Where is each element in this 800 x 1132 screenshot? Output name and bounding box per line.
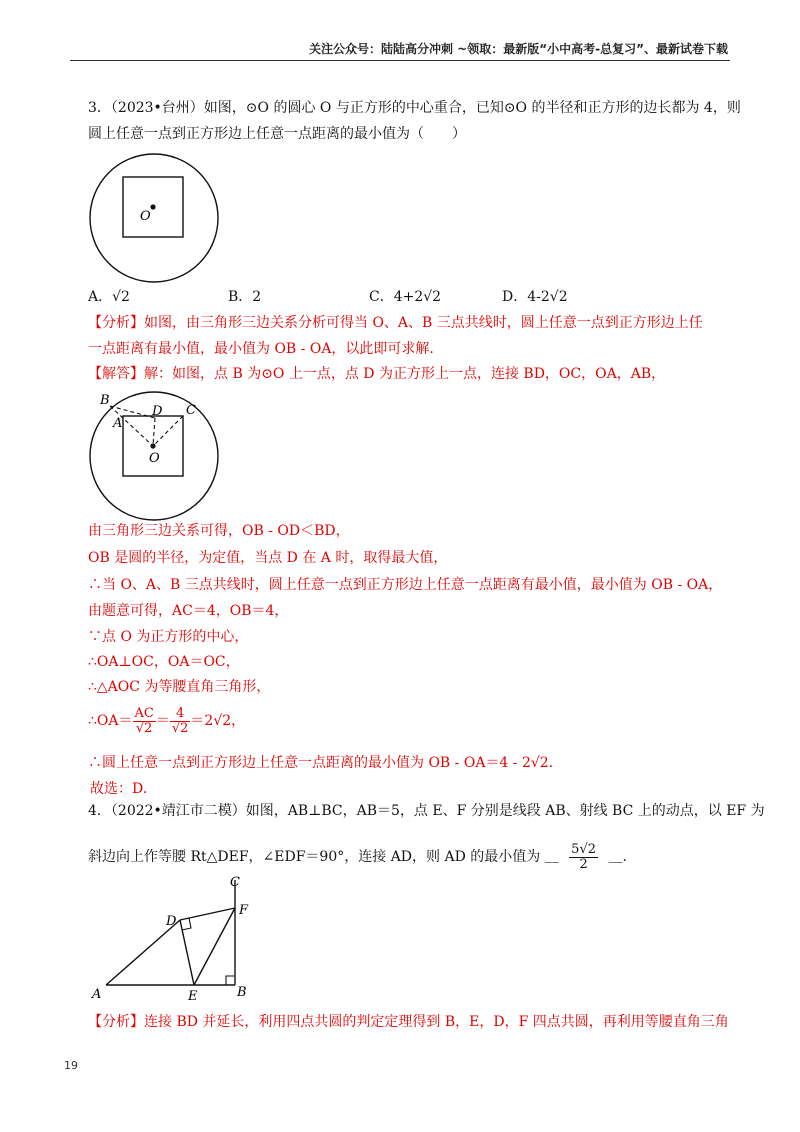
q3-solution-step3: ∴当 O、A、B 三点共线时，圆上任意一点到正方形边上任意一点距离有最小值，最小值为 OB - OA， <box>88 577 723 593</box>
fig1-label-o: O <box>140 209 151 224</box>
q3-solution-head: 【解答】解：如图，点 B 为⊙O 上一点，点 D 为正方形上一点，连接 BD，OC，OA，AB， <box>88 366 666 382</box>
option-c: C．4+2√2 <box>369 289 442 305</box>
q3-solution-step4: 由题意可得，AC＝4，OB＝4， <box>88 603 289 619</box>
q3-solution-step8: ∴OA＝ $\frac{AC}{√2}$ ＝ $\frac{4}{√2}$ ＝2√2， <box>88 705 246 736</box>
q3-solution-step1: 由三角形三边关系可得，OB - OD＜BD， <box>88 523 350 539</box>
fig3-label-b: B <box>237 985 247 1000</box>
fig3-label-f: F <box>239 903 249 918</box>
fig3-label-e: E <box>188 989 198 1004</box>
page-number: 19 <box>64 1059 78 1072</box>
fig2-label-a: A <box>113 416 123 431</box>
q3-analysis-line1: 【分析】如图，由三角形三边关系分析可得当 O、A、B 三点共线时，圆上任意一点到正方形边上任 <box>88 315 703 331</box>
header-divider <box>70 60 730 61</box>
q3-line2: 圆上任意一点到正方形边上任意一点距离的最小值为（ ） <box>88 126 466 142</box>
fig2-label-d: D <box>152 404 163 419</box>
q4-answer-fraction: $\frac{5√2}{2}$ <box>571 841 596 872</box>
fig3-label-d: D <box>166 914 177 929</box>
q3-solution-step6: ∴OA⊥OC，OA＝OC， <box>88 654 240 670</box>
q3-solution-step7: ∴△AOC 为等腰直角三角形， <box>88 679 271 695</box>
fig2-label-b: B <box>100 393 110 408</box>
q3-analysis-line2: 一点距离有最小值，最小值为 OB - OA，以此即可求解. <box>88 341 434 357</box>
fig3-label-a: A <box>92 987 102 1002</box>
q3-solution-step5: ∵点 O 为正方形的中心， <box>88 629 249 645</box>
q3-figure-solution <box>86 388 222 524</box>
q4-analysis: 【分析】连接 BD 并延长，利用四点共圆的判定定理得到 B，E，D，F 四点共圆，再利用等腰直角三角 <box>88 1014 729 1030</box>
q3-line1: 3．（2023•台州）如图，⊙O 的圆心 O 与正方形的中心重合，已知⊙O 的半径和正方形的边长都为 4，则 <box>88 100 741 116</box>
fig2-label-c: C <box>186 403 196 418</box>
q4-line2: 斜边向上作等腰 Rt△DEF，∠EDF＝90°，连接 AD，则 AD 的最小值为 ＿ $\frac{5√2}{2}$ ＿. <box>88 841 627 872</box>
q4-line1: 4．（2022•靖江市二模）如图，AB⊥BC，AB＝5，点 E、F 分别是线段 AB、射线 BC 上的动点，以 EF 为 <box>88 803 765 819</box>
q4-figure-triangle <box>90 872 260 1004</box>
q3-solution-step2: OB 是圆的半径，为定值，当点 D 在 A 时，取得最大值， <box>88 550 448 566</box>
fraction-4-over-root2: $\frac{4}{√2}$ <box>171 705 189 736</box>
q3-figure-circle-square <box>86 150 222 286</box>
q3-answer: 故选：D. <box>90 781 148 797</box>
fig2-label-o: O <box>149 451 160 466</box>
option-d: D．4-2√2 <box>502 289 568 305</box>
option-b: B．2 <box>228 289 262 305</box>
fraction-ac-over-root2: $\frac{AC}{√2}$ <box>134 705 154 736</box>
q3-solution-step9: ∴圆上任意一点到正方形边上任意一点距离的最小值为 OB - OA＝4 - 2√2. <box>88 755 554 771</box>
option-a: A．√2 <box>88 289 130 305</box>
fig3-label-c: C <box>230 875 240 890</box>
page-header: 关注公众号：陆陆高分冲刺 ~领取：最新版“小中高考-总复习”、最新试卷下载 <box>309 42 728 56</box>
